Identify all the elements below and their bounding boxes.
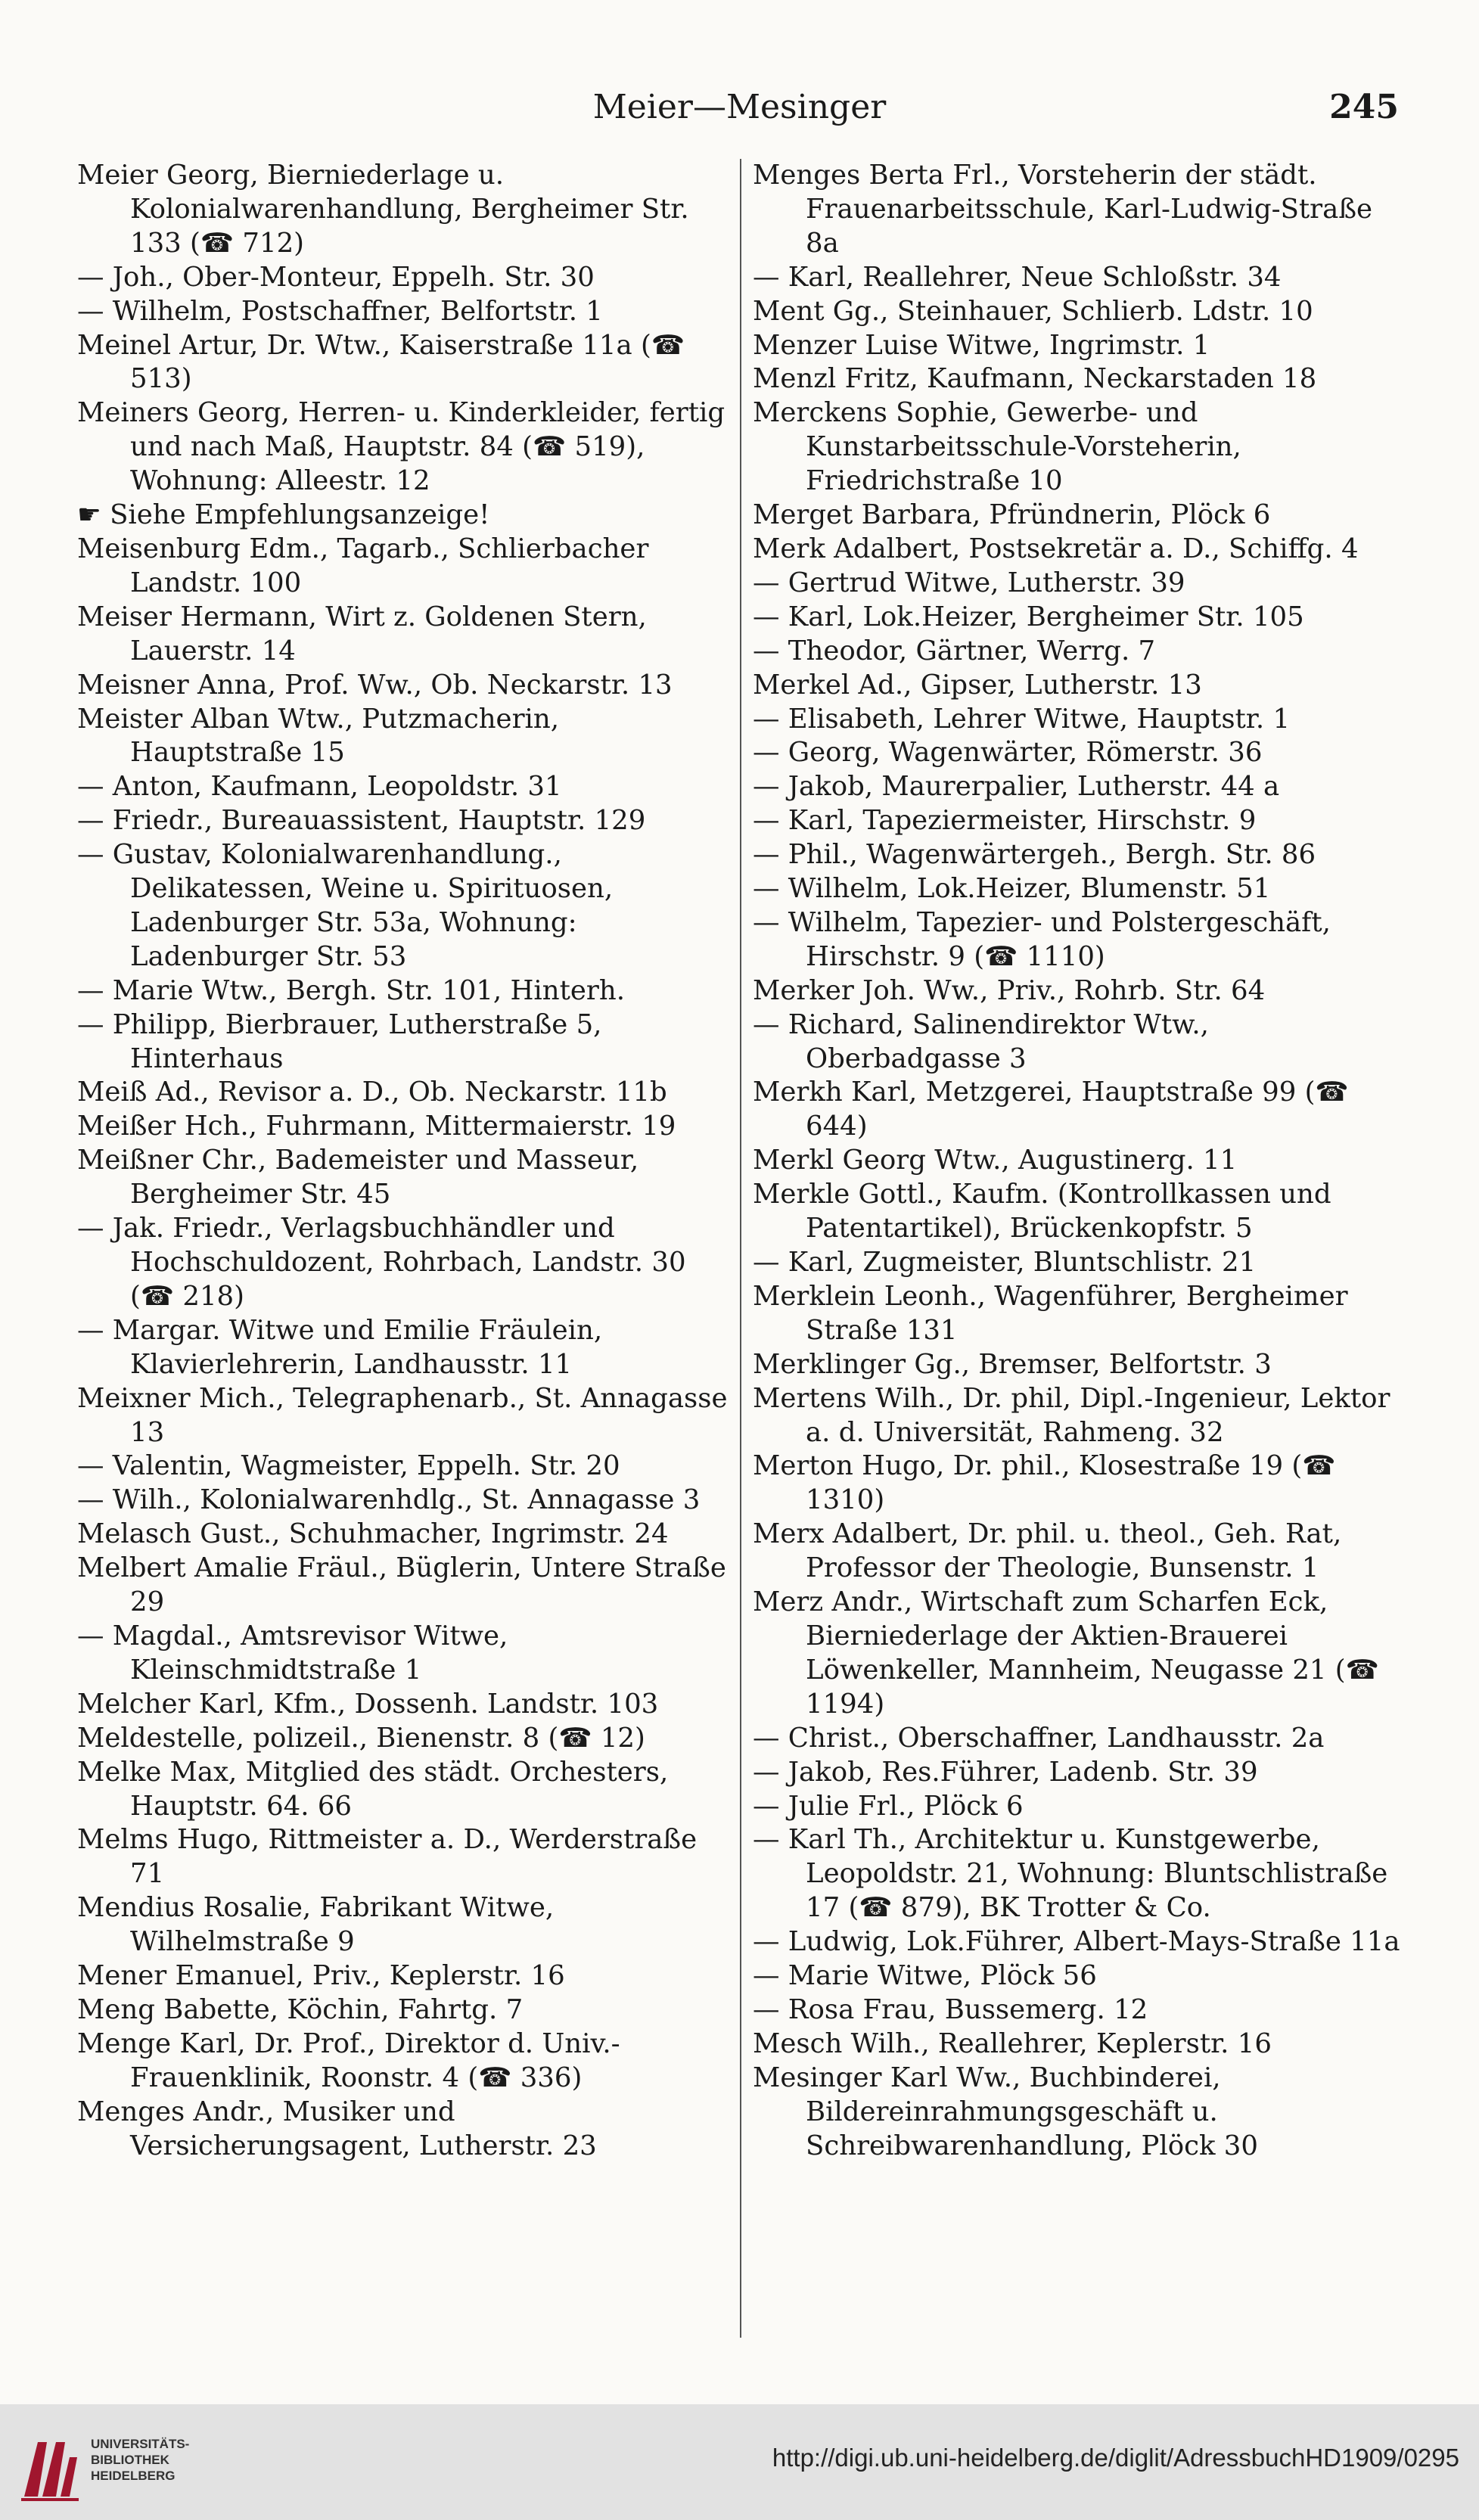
directory-entry: Merker Joh. Ww., Priv., Rohrb. Str. 64 [753,974,1266,1006]
institution-name [91,2436,189,2484]
directory-entry: Menzl Fritz, Kaufmann, Neckarstaden 18 [753,363,1317,395]
directory-entry: Meier Georg, Bierniederlage u. Kolonialwarenhandlung, Bergheimer Str. 133 (☎ 712) [77,160,689,259]
directory-entry: — Philipp, Bierbrauer, Lutherstraße 5, Hinterhaus [77,1008,602,1074]
source-url-link[interactable]: http://digi.ub.uni-heidelberg.de/diglit/AdressbuchHD1909/0295 [772,2444,1459,2472]
institution-line: BIBLIOTHEK [91,2453,169,2467]
directory-entry: Melcher Karl, Kfm., Dossenh. Landstr. 103 [77,1688,659,1720]
advertisement-note: ☛ Siehe Empfehlungsanzeige! [77,499,490,531]
directory-entry: Merkel Ad., Gipser, Lutherstr. 13 [753,669,1202,701]
directory-entry: — Rosa Frau, Bussemerg. 12 [753,1993,1148,2025]
directory-entry: Mertens Wilh., Dr. phil, Dipl.-Ingenieur, Lektor a. d. Universität, Rahmeng. 32 [753,1382,1390,1448]
directory-entry: — Wilh., Kolonialwarenhdlg., St. Annagasse 3 [77,1484,701,1516]
directory-entry: Ment Gg., Steinhauer, Schlierb. Ldstr. 10 [753,295,1313,327]
right-column [753,159,1403,2163]
directory-entry: — Valentin, Wagmeister, Eppelh. Str. 20 [77,1450,620,1482]
directory-entry: — Ludwig, Lok.Führer, Albert-Mays-Straße 11a [753,1926,1400,1958]
directory-entry: Merz Andr., Wirtschaft zum Scharfen Eck, Bierniederlage der Aktien-Brauerei Löwenkeller, Mannheim, Neugasse 21 (☎ 1194) [753,1586,1379,1720]
directory-entry: — Marie Wtw., Bergh. Str. 101, Hinterh. [77,974,626,1006]
directory-entry: Meister Alban Wtw., Putzmacherin, Hauptstraße 15 [77,703,560,769]
directory-entry: Mesch Wilh., Reallehrer, Keplerstr. 16 [753,2027,1272,2059]
directory-entry: — Anton, Kaufmann, Leopoldstr. 31 [77,771,562,803]
directory-entry: Mendius Rosalie, Fabrikant Witwe, Wilhelmstraße 9 [77,1892,555,1958]
university-seal-icon [15,2427,83,2503]
directory-entry: — Julie Frl., Plöck 6 [753,1790,1024,1822]
directory-entry: Meldestelle, polizeil., Bienenstr. 8 (☎ 12) [77,1722,645,1754]
directory-entry: — Marie Witwe, Plöck 56 [753,1960,1097,1992]
directory-entry: — Georg, Wagenwärter, Römerstr. 36 [753,737,1263,769]
directory-entry: — Margar. Witwe und Emilie Fräulein, Klavierlehrerin, Landhausstr. 11 [77,1314,603,1380]
directory-entry: — Karl, Tapeziermeister, Hirschstr. 9 [753,805,1257,837]
institution-line: HEIDELBERG [91,2469,176,2483]
directory-entry: — Magdal., Amtsrevisor Witwe, Kleinschmidtstraße 1 [77,1620,508,1686]
directory-entry: Melasch Gust., Schuhmacher, Ingrimstr. 24 [77,1518,669,1550]
directory-entry: Menges Berta Frl., Vorsteherin der städt. Frauenarbeitsschule, Karl-Ludwig-Straße 8a [753,160,1373,259]
directory-entry: — Wilhelm, Lok.Heizer, Blumenstr. 51 [753,873,1271,905]
directory-entry: Merget Barbara, Pfründnerin, Plöck 6 [753,499,1271,531]
directory-entry: Merklinger Gg., Bremser, Belfortstr. 3 [753,1348,1272,1380]
directory-entry: Meinel Artur, Dr. Wtw., Kaiserstraße 11a (☎ 513) [77,329,685,395]
page-title: Meier—Mesinger [592,88,887,126]
directory-entry: — Wilhelm, Tapezier- und Polstergeschäft, Hirschstr. 9 (☎ 1110) [753,906,1331,972]
column-divider [740,159,741,2338]
directory-entry: — Elisabeth, Lehrer Witwe, Hauptstr. 1 [753,703,1291,735]
directory-entry: — Karl, Lok.Heizer, Bergheimer Str. 105 [753,601,1304,632]
directory-entry: — Christ., Oberschaffner, Landhausstr. 2a [753,1722,1325,1754]
institution-line: UNIVERSITÄTS- [91,2437,190,2451]
directory-entry: — Richard, Salinendirektor Wtw., Oberbadgasse 3 [753,1008,1209,1074]
directory-entry: Meißer Hch., Fuhrmann, Mittermaierstr. 19 [77,1111,676,1142]
directory-entry: Menges Andr., Musiker und Versicherungsagent, Lutherstr. 23 [77,2096,597,2161]
page-number: 245 [1329,88,1399,126]
directory-entry: — Gertrud Witwe, Lutherstr. 39 [753,567,1185,598]
directory-entry: — Gustav, Kolonialwarenhandlung., Delikatessen, Weine u. Spirituosen, Ladenburger Str. 53a, Wohnung: Ladenburger Str. 53 [77,839,614,972]
directory-entry: — Jak. Friedr., Verlagsbuchhändler und Hochschuldozent, Rohrbach, Landstr. 30 (☎ 218) [77,1213,686,1312]
directory-entry: Merton Hugo, Dr. phil., Klosestraße 19 (☎ 1310) [753,1450,1336,1516]
directory-entry: Meisner Anna, Prof. Ww., Ob. Neckarstr. 13 [77,669,673,701]
directory-entry: Merkl Georg Wtw., Augustinerg. 11 [753,1145,1238,1176]
directory-entry: — Karl, Zugmeister, Bluntschlistr. 21 [753,1247,1257,1278]
directory-entry: Merkle Gottl., Kaufm. (Kontrollkassen und Patentartikel), Brückenkopfstr. 5 [753,1179,1331,1244]
directory-entry: Mener Emanuel, Priv., Keplerstr. 16 [77,1960,565,1992]
directory-entry: Mesinger Karl Ww., Buchbinderei, Bildereinrahmungsgeschäft u. Schreibwarenhandlung, Plöck 30 [753,2062,1258,2161]
directory-entry: Merx Adalbert, Dr. phil. u. theol., Geh. Rat, Professor der Theologie, Bunsenstr. 1 [753,1518,1342,1584]
directory-entry: Meisenburg Edm., Tagarb., Schlierbacher Landstr. 100 [77,533,649,598]
directory-entry: Melms Hugo, Rittmeister a. D., Werderstraße 71 [77,1824,698,1890]
directory-entry: Meißner Chr., Bademeister und Masseur, Bergheimer Str. 45 [77,1145,639,1210]
running-head [0,85,1479,130]
directory-entry: Melbert Amalie Fräul., Büglerin, Untere Straße 29 [77,1552,726,1618]
directory-entry: Merklein Leonh., Wagenführer, Bergheimer Straße 131 [753,1280,1348,1346]
directory-entry: — Friedr., Bureauassistent, Hauptstr. 129 [77,805,646,837]
directory-entry: Merk Adalbert, Postsekretär a. D., Schiffg. 4 [753,533,1359,564]
directory-entry: — Wilhelm, Postschaffner, Belfortstr. 1 [77,295,603,327]
directory-entry: Menzer Luise Witwe, Ingrimstr. 1 [753,329,1210,361]
footer-bar [0,2404,1479,2520]
directory-entry: Meiß Ad., Revisor a. D., Ob. Neckarstr. 11b [77,1077,667,1108]
directory-entry: Meiser Hermann, Wirt z. Goldenen Stern, Lauerstr. 14 [77,601,647,667]
directory-entry: Melke Max, Mitglied des städt. Orchesters, Hauptstr. 64. 66 [77,1756,669,1822]
directory-entry: — Karl Th., Architektur u. Kunstgewerbe, Leopoldstr. 21, Wohnung: Bluntschlistraße 17 (☎ 879), BK Trotter & Co. [753,1824,1388,1924]
directory-entry: — Jakob, Res.Führer, Ladenb. Str. 39 [753,1756,1258,1788]
directory-entry: — Joh., Ober-Monteur, Eppelh. Str. 30 [77,261,595,293]
directory-entry: Merckens Sophie, Gewerbe- und Kunstarbeitsschule-Vorsteherin, Friedrichstraße 10 [753,397,1241,497]
directory-entry: — Karl, Reallehrer, Neue Schloßstr. 34 [753,261,1282,293]
directory-entry: Merkh Karl, Metzgerei, Hauptstraße 99 (☎ 644) [753,1077,1349,1142]
left-column [77,159,735,2163]
directory-entry: — Jakob, Maurerpalier, Lutherstr. 44 a [753,771,1280,803]
directory-entry: Meng Babette, Köchin, Fahrtg. 7 [77,1993,524,2025]
directory-entry: Menge Karl, Dr. Prof., Direktor d. Univ.-Frauenklinik, Roonstr. 4 (☎ 336) [77,2027,620,2093]
directory-entry: — Phil., Wagenwärtergeh., Bergh. Str. 86 [753,839,1316,871]
directory-entry: Meiners Georg, Herren- u. Kinderkleider, fertig und nach Maß, Hauptstr. 84 (☎ 519), Wohnung: Alleestr. 12 [77,397,726,497]
directory-entry: — Theodor, Gärtner, Werrg. 7 [753,635,1156,667]
directory-entry: Meixner Mich., Telegraphenarb., St. Annagasse 13 [77,1382,728,1448]
